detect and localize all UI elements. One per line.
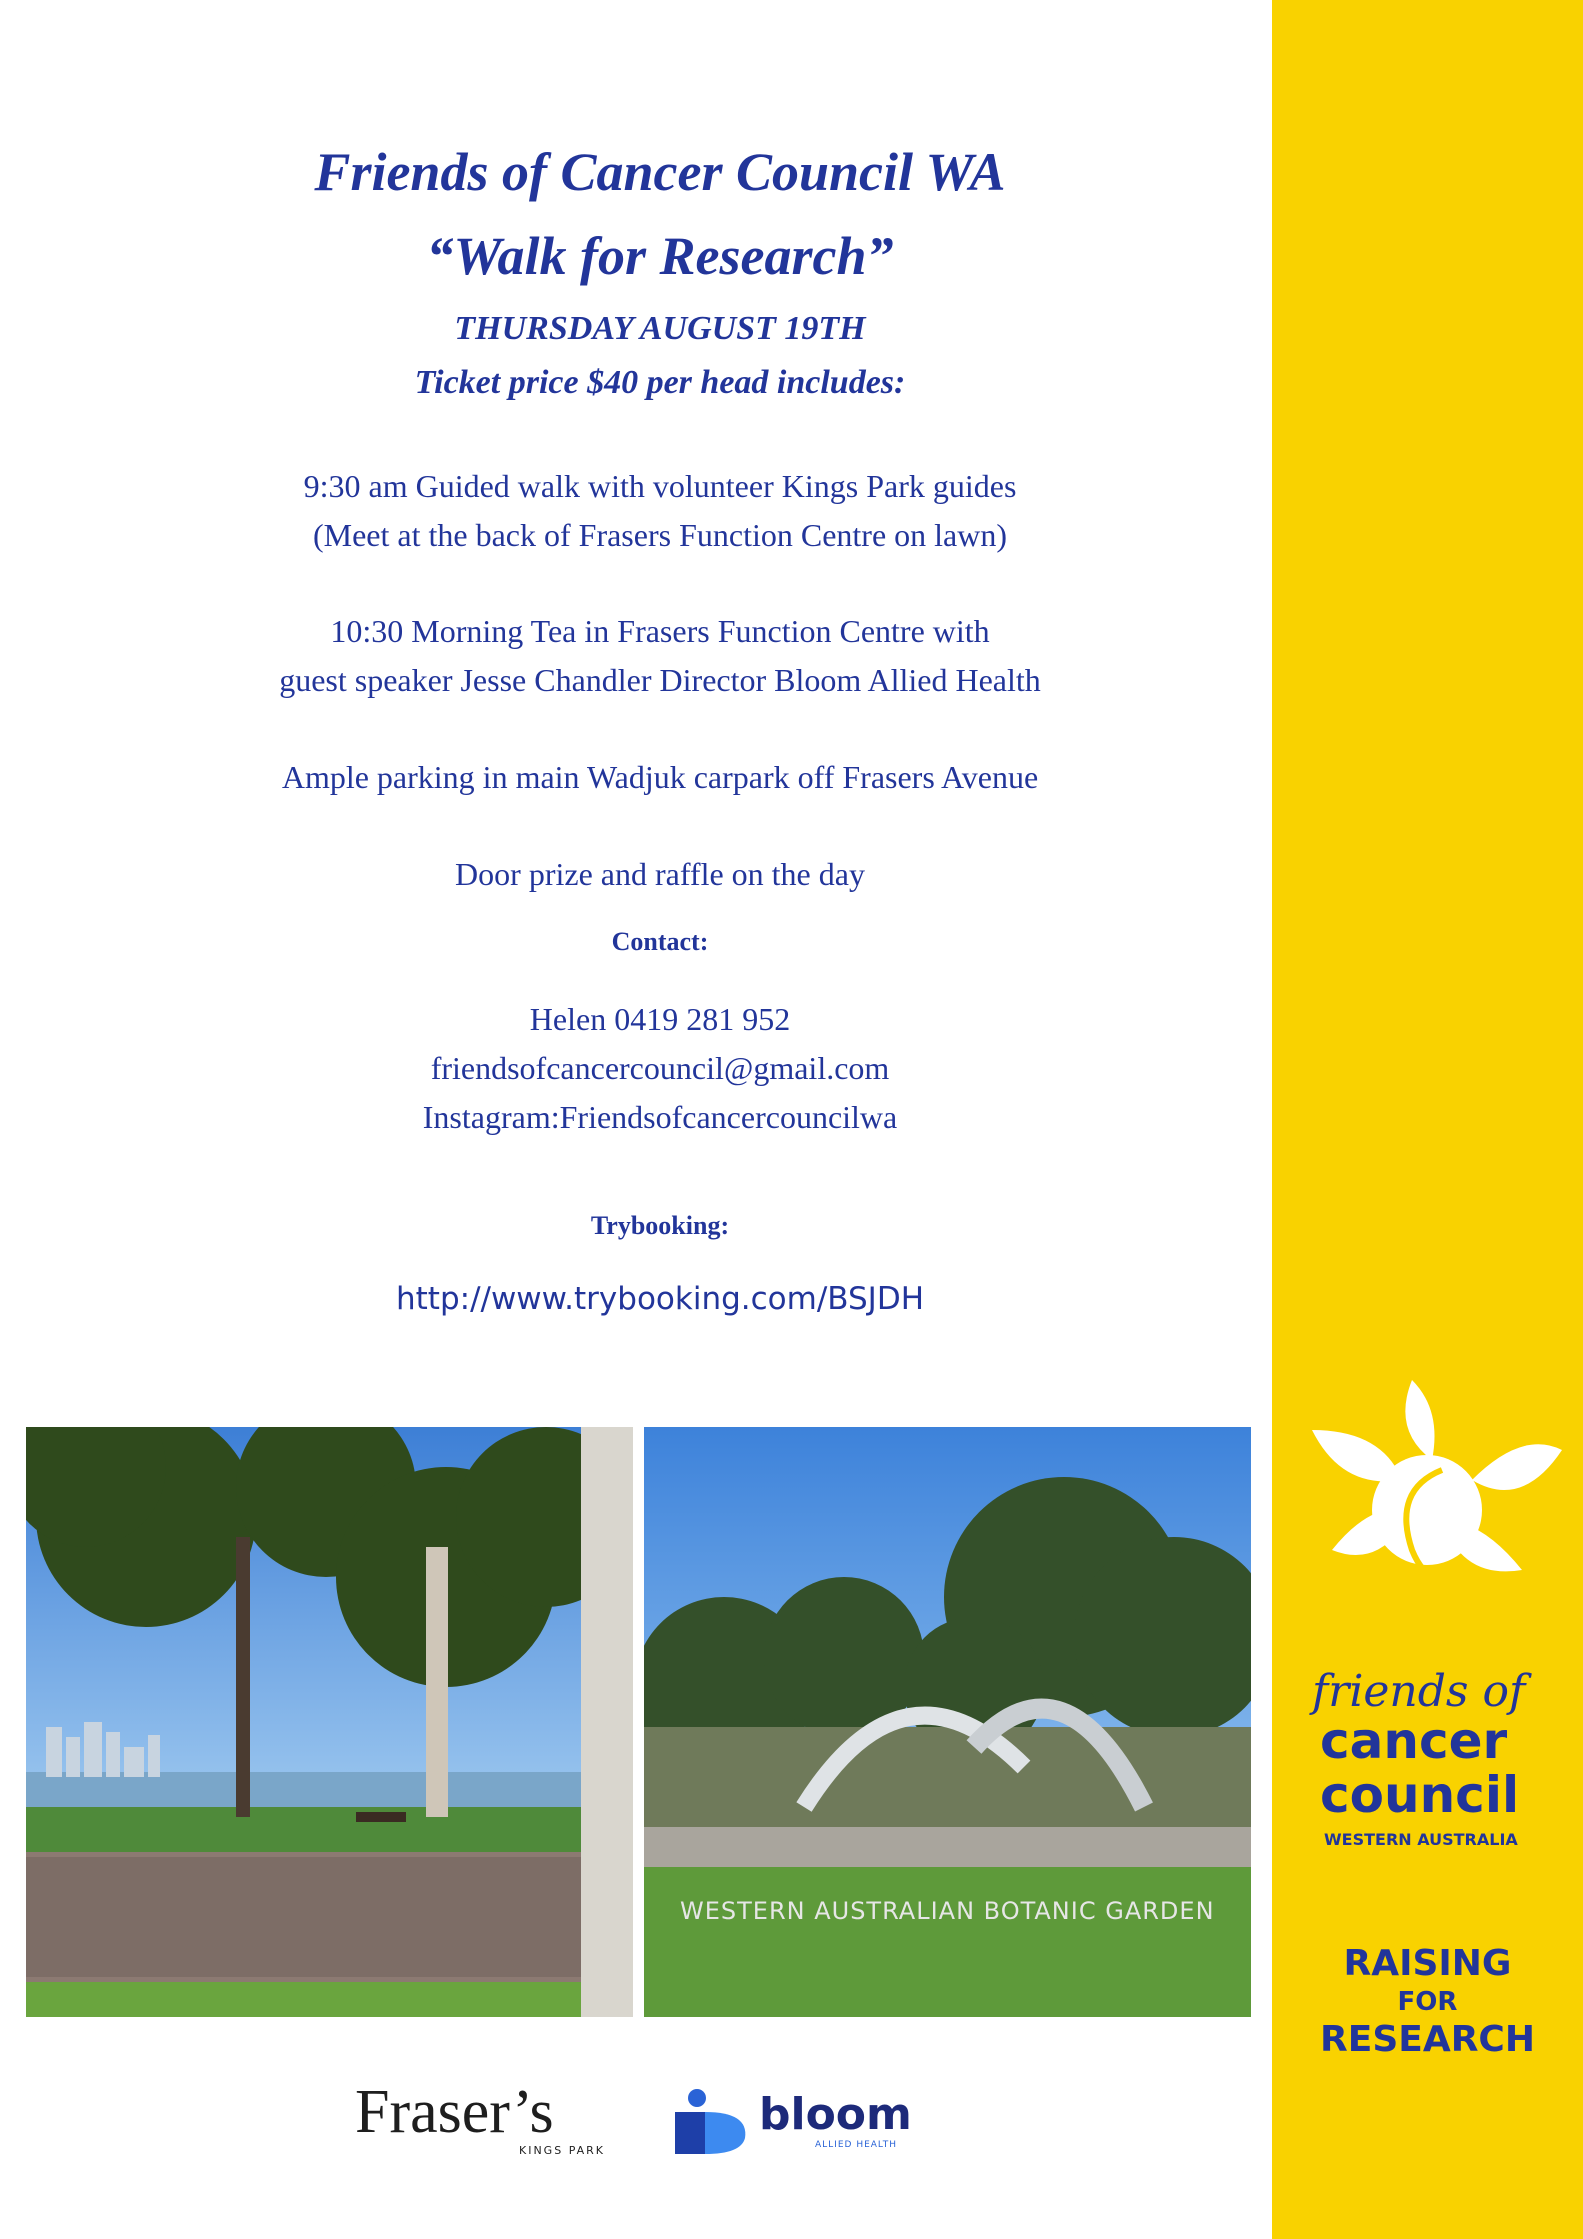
booking-label: Trybooking: xyxy=(590,1211,730,1240)
walk-details xyxy=(60,462,1260,560)
kings-park-photo-art xyxy=(26,1427,633,2017)
research-text: RESEARCH xyxy=(1320,2019,1535,2060)
tea-details xyxy=(60,607,1260,705)
booking-link-row xyxy=(60,1276,1260,1322)
prize-info: Door prize and raffle on the day xyxy=(455,856,865,892)
for-text: FOR xyxy=(1397,1987,1458,2017)
event-title xyxy=(60,130,1260,298)
logo-friends-of: friends of xyxy=(1312,1666,1526,1717)
bloom-logo xyxy=(675,2088,915,2158)
logo-cancer: cancer xyxy=(1320,1712,1508,1770)
bloom-logo-sub: ALLIED HEALTH xyxy=(815,2140,897,2150)
walk-line-1: 9:30 am Guided walk with volunteer Kings Park guides xyxy=(303,468,1017,504)
logo-council: council xyxy=(1320,1766,1520,1824)
title-line-2: “Walk for Research” xyxy=(426,226,894,286)
botanic-garden-sign: WESTERN AUSTRALIAN BOTANIC GARDEN xyxy=(680,1897,1215,1925)
contact-instagram[interactable]: Instagram:Friendsofcancercouncilwa xyxy=(422,1099,898,1135)
contact-email[interactable]: friendsofcancercouncil@gmail.com xyxy=(430,1050,890,1086)
raising-for-research xyxy=(1272,1943,1583,2061)
botanic-garden-photo-art xyxy=(644,1427,1251,2017)
cancer-council-logo xyxy=(1272,1370,1583,1890)
booking-link[interactable]: http://www.trybooking.com/BSJDH xyxy=(395,1281,924,1317)
tea-line-2: guest speaker Jesse Chandler Director Bloom Allied Health xyxy=(279,662,1041,698)
botanic-garden-photo xyxy=(644,1427,1251,2017)
bloom-mark-icon xyxy=(675,2088,749,2154)
daffodil-icon xyxy=(1272,1370,1583,1670)
tea-line-1: 10:30 Morning Tea in Frasers Function Centre with xyxy=(330,613,990,649)
frasers-logo-name: Fraser’s xyxy=(355,2078,554,2146)
ticket-price: Ticket price $40 per head includes: xyxy=(414,364,906,401)
parking-info: Ample parking in main Wadjuk carpark off Frasers Avenue xyxy=(281,759,1039,795)
title-line-1: Friends of Cancer Council WA xyxy=(314,142,1006,202)
contact-details xyxy=(60,995,1260,1142)
contact-phone: Helen 0419 281 952 xyxy=(529,1001,791,1037)
walk-line-2: (Meet at the back of Frasers Function Centre on lawn) xyxy=(312,517,1007,553)
bloom-logo-name: bloom xyxy=(759,2089,912,2140)
yellow-sidebar xyxy=(1272,0,1583,2239)
kings-park-photo xyxy=(26,1427,633,2017)
frasers-logo-sub: KINGS PARK xyxy=(519,2144,605,2157)
raising-text: RAISING xyxy=(1343,1943,1512,1984)
event-date-block xyxy=(60,302,1260,410)
logo-region: WESTERN AUSTRALIA xyxy=(1324,1830,1518,1849)
event-date: THURSDAY AUGUST 19TH xyxy=(454,310,866,347)
frasers-logo xyxy=(355,2078,625,2162)
contact-label: Contact: xyxy=(611,927,709,956)
